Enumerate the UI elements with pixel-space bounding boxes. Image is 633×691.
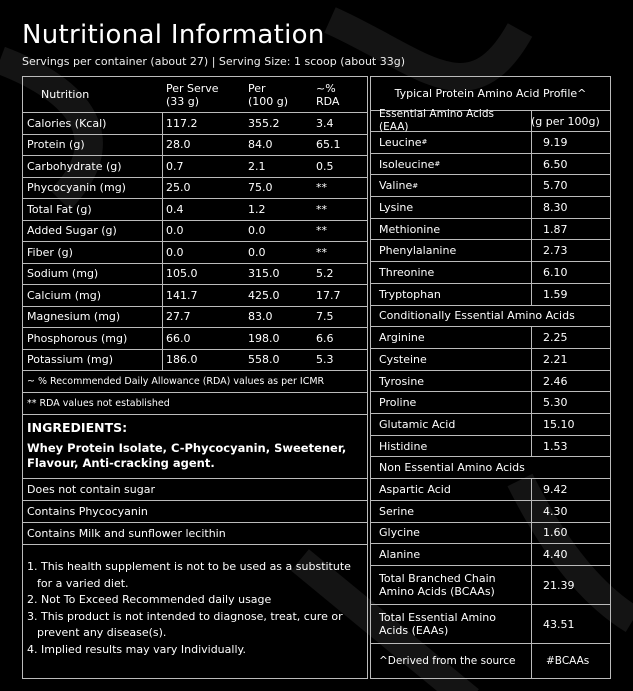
amino-value: 5.30 [543,396,568,410]
nutrition-row [23,178,367,200]
amino-value: 1.53 [543,439,568,453]
per-100g-value: 315.0 [248,267,280,281]
nutrient-name: Phosphorous (mg) [27,331,128,345]
rda-note: ~ % Recommended Daily Allowance (RDA) values as per ICMR [27,376,325,387]
nutrient-name: Magnesium (mg) [27,310,121,324]
rda-value: 5.3 [316,353,334,367]
nonessential-header: Non Essential Amino Acids [379,461,525,475]
rda-value: 6.6 [316,331,334,345]
column-divider [531,327,532,457]
rda-value: ** [316,202,327,216]
per-100g-value: 558.0 [248,353,280,367]
amino-name: Aspartic Acid [379,483,451,497]
ingredients-title: INGREDIENTS: [27,419,128,435]
nutrition-row [23,285,367,307]
disclaimer-item: 1. This health supplement is not to be used as a substitute for a varied diet. [27,560,351,590]
rda-not-established-note: ** RDA values not established [27,398,170,409]
total-row [371,566,610,605]
per-serve-value: 66.0 [166,331,191,345]
per-serve-value: 141.7 [166,288,198,302]
disclaimer-item: 4. Implied results may vary Individually. [27,642,246,656]
nonessential-header-row [371,458,610,480]
amino-row [371,544,610,566]
amino-value: 1.60 [543,526,568,540]
rda-note-row [23,371,367,393]
nutrition-row [23,221,367,243]
amino-row [371,479,610,501]
column-divider [531,644,532,678]
amino-name: Arginine [379,331,425,345]
amino-name: Tryptophan [379,287,441,301]
disclaimer-item: 2. Not To Exceed Recommended daily usage [27,593,272,606]
nutrition-row [23,264,367,286]
amino-value: 2.21 [543,352,568,366]
amino-row [371,284,610,306]
amino-value: 9.19 [543,135,568,149]
per-100g-value: 0.0 [248,245,266,259]
nutrition-row [23,156,367,178]
amino-name: Isoleucine # [379,157,441,171]
nutrition-row [23,199,367,221]
claim-row [23,523,367,545]
rda-value: 3.4 [316,116,334,130]
nutrient-name: Sodium (mg) [27,267,99,281]
rda-value: 17.7 [316,288,341,302]
ingredients-block [23,415,367,479]
per-100g-value: 75.0 [248,181,273,195]
per-serve-value: 28.0 [166,138,191,152]
per-100g-col-header: Per (100 g) [248,81,289,108]
amino-acid-panel [370,76,611,679]
amino-name: Phenylalanine [379,244,457,258]
per-100g-value: 0.0 [248,224,266,238]
essential-header-row [371,108,610,133]
nutrition-row [23,328,367,350]
total-name: Total Branched Chain Amino Acids (BCAAs) [379,572,496,598]
column-divider [531,111,532,306]
per-serve-value: 0.4 [166,202,184,216]
amino-row [371,501,610,523]
amino-row [371,175,610,197]
total-value: 21.39 [543,578,575,592]
amino-name: Glutamic Acid [379,417,456,431]
page-title: Nutritional Information [22,20,325,50]
rda-value: 5.2 [316,267,334,281]
amino-footer-row [371,644,610,678]
nutrient-name: Added Sugar (g) [27,224,117,238]
amino-value: 15.10 [543,417,575,431]
nutrition-row [23,135,367,157]
amino-name: Glycine [379,526,420,540]
per-100g-value: 198.0 [248,331,280,345]
nutrient-name: Carbohydrate (g) [27,159,122,173]
amino-value: 2.25 [543,331,568,345]
amino-value: 2.73 [543,244,568,258]
amino-row [371,132,610,154]
column-divider [531,479,532,644]
rda-value: ** [316,245,327,259]
total-value: 43.51 [543,617,575,631]
amino-name: Lysine [379,200,414,214]
nutrient-name: Total Fat (g) [27,202,92,216]
amino-title-row [371,77,610,111]
amino-value: 5.70 [543,179,568,193]
claim-text: Contains Phycocyanin [27,505,148,518]
nutrition-panel [22,76,368,679]
per-serve-value: 0.0 [166,224,184,238]
rda-value: 65.1 [316,138,341,152]
source-note: ^Derived from the source [379,655,516,667]
nutrient-name: Protein (g) [27,138,85,152]
amino-row [371,392,610,414]
nutrient-name: Fiber (g) [27,245,73,259]
amino-value: 1.59 [543,287,568,301]
amino-value: 6.10 [543,266,568,280]
rda-value: 0.5 [316,159,334,173]
amino-row [371,371,610,393]
disclaimer-list [27,559,363,658]
nutrient-name: Potassium (mg) [27,353,114,367]
nutrient-name: Calories (Kcal) [27,116,107,130]
amino-name: Leucine # [379,135,428,149]
rda-na-note-row [23,393,367,415]
ingredients-text: Whey Protein Isolate, C-Phycocyanin, Sweetener, Flavour, Anti-cracking agent. [27,441,347,470]
bcaa-note: #BCAAs [546,655,590,667]
essential-header: Essential Amino Acids (EAA) [379,108,494,133]
nutrient-name: Phycocyanin (mg) [27,181,126,195]
claim-text: Does not contain sugar [27,483,155,496]
per-serve-value: 105.0 [166,267,198,281]
amino-name: Histidine [379,439,428,453]
amino-row [371,436,610,458]
conditional-header-row [371,306,610,328]
amino-value: 2.46 [543,374,568,388]
nutrition-col-header: Nutrition [41,88,90,101]
unit-header: (g per 100g) [531,114,600,128]
disclaimer-item: 3. This product is not intended to diagnose, treat, cure or prevent any disease(s). [27,609,343,639]
rda-col-header: ~% RDA [316,81,340,108]
column-divider [162,113,163,371]
amino-row [371,349,610,371]
amino-name: Serine [379,504,415,518]
nutrition-row [23,242,367,264]
per-100g-value: 355.2 [248,116,280,130]
nutrition-row [23,307,367,329]
total-name: Total Essential Amino Acids (EAAs) [379,611,496,637]
per-serve-value: 186.0 [166,353,198,367]
amino-value: 1.87 [543,222,568,236]
amino-name: Tyrosine [379,374,425,388]
per-100g-value: 2.1 [248,159,266,173]
amino-value: 9.42 [543,483,568,497]
amino-row [371,262,610,284]
per-100g-value: 84.0 [248,138,273,152]
amino-row [371,219,610,241]
amino-title: Typical Protein Amino Acid Profile^ [394,87,587,100]
nutrition-row [23,350,367,372]
rda-value: ** [316,181,327,195]
amino-name: Threonine [379,266,435,280]
per-serve-value: 0.0 [166,245,184,259]
per-100g-value: 1.2 [248,202,266,216]
per-serve-col-header: Per Serve (33 g) [166,81,219,108]
nutrition-row [23,113,367,135]
claim-row [23,479,367,501]
amino-row [371,327,610,349]
total-row [371,605,610,644]
amino-value: 4.40 [543,548,568,562]
rda-value: 7.5 [316,310,334,324]
claim-row [23,501,367,523]
nutrition-header-row [23,77,367,113]
per-serve-value: 117.2 [166,116,198,130]
amino-name: Proline [379,396,417,410]
amino-row [371,523,610,545]
per-100g-value: 425.0 [248,288,280,302]
amino-row [371,154,610,176]
amino-value: 8.30 [543,200,568,214]
claim-text: Contains Milk and sunflower lecithin [27,527,226,540]
amino-row [371,414,610,436]
per-serve-value: 25.0 [166,181,191,195]
amino-name: Alanine [379,548,421,562]
conditional-header: Conditionally Essential Amino Acids [379,309,575,323]
per-serve-value: 27.7 [166,310,191,324]
amino-row [371,197,610,219]
rda-value: ** [316,224,327,238]
amino-name: Cysteine [379,352,427,366]
amino-value: 4.30 [543,504,568,518]
per-100g-value: 83.0 [248,310,273,324]
serving-info: Servings per container (about 27) | Serving Size: 1 scoop (about 33g) [22,55,406,68]
amino-row [371,241,610,263]
per-serve-value: 0.7 [166,159,184,173]
amino-name: Methionine [379,222,441,236]
amino-value: 6.50 [543,157,568,171]
amino-name: Valine # [379,179,419,193]
nutrient-name: Calcium (mg) [27,288,102,302]
